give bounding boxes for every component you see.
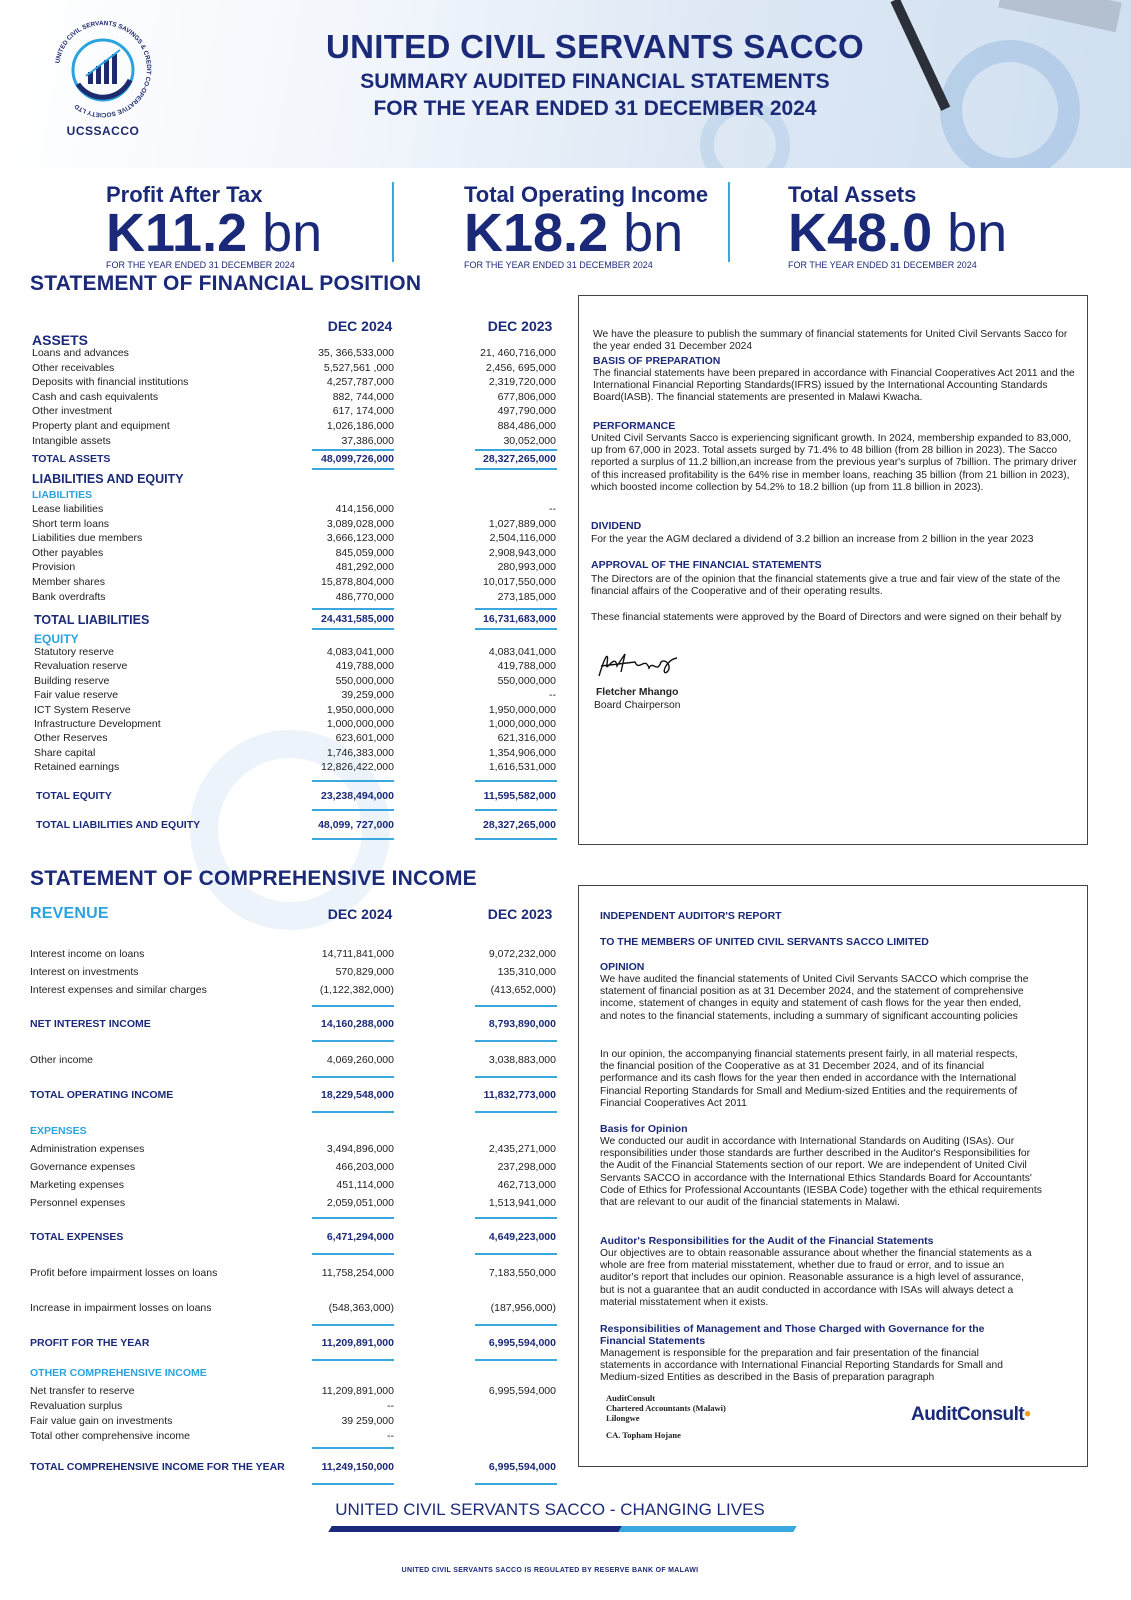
opinion-text-1: We have audited the financial statements of United Civil Servants SACCO which comprise the statement of financial position as at 31 December 2024, and the statement of comprehensive income, statement of changes in equity and statement of cash flows for the year then ended, and notes to the financial statements, including a summary of significant accounting policies bbox=[600, 974, 1029, 1022]
row-label: Total other comprehensive income bbox=[30, 1430, 190, 1442]
value-2024: 15,878,804,000 bbox=[321, 576, 394, 588]
row-label: TOTAL LIABILITIES AND EQUITY bbox=[36, 819, 201, 831]
total-underline bbox=[475, 468, 557, 470]
kpi-label: Total Assets bbox=[788, 182, 917, 207]
value-2024: 623,601,000 bbox=[335, 732, 394, 745]
row-label: Retained earnings bbox=[34, 761, 120, 774]
sfp-col-2023: DEC 2023 bbox=[487, 318, 553, 334]
value-2024: 5,527,561 ,000 bbox=[323, 361, 394, 374]
total-underline bbox=[312, 1359, 394, 1361]
value-2023: 1,354,906,000 bbox=[488, 746, 556, 759]
value-2023: 462,713,000 bbox=[497, 1179, 556, 1191]
table-row bbox=[0, 376, 560, 389]
table-row bbox=[0, 391, 560, 404]
value-2023: 28,327,265,000 bbox=[483, 819, 556, 831]
value-2023: 28,327,265,000 bbox=[483, 453, 556, 465]
row-label: Intangible assets bbox=[32, 434, 111, 447]
total-underline bbox=[312, 1483, 394, 1485]
svg-text:UNITED CIVIL SERVANTS SAVINGS: UNITED CIVIL SERVANTS SAVINGS & CREDIT CO-OPERATIVE SOCIETY LTD bbox=[54, 19, 153, 119]
value-2024: 11,758,254,000 bbox=[321, 1267, 394, 1279]
kpi-subtitle: FOR THE YEAR ENDED 31 DECEMBER 2024 bbox=[788, 260, 977, 270]
value-2023: 8,793,890,000 bbox=[488, 1018, 556, 1030]
total-row bbox=[0, 1337, 560, 1350]
row-label: Revaluation reserve bbox=[34, 660, 128, 673]
table-row bbox=[0, 747, 560, 760]
value-2023: 6,995,594,000 bbox=[488, 1385, 556, 1397]
value-2024: 486,770,000 bbox=[335, 590, 394, 603]
value-2023: 550,000,000 bbox=[497, 674, 556, 687]
row-label: TOTAL OPERATING INCOME bbox=[30, 1089, 174, 1101]
total-underline bbox=[312, 468, 394, 470]
value-2023: 419,788,000 bbox=[497, 660, 556, 673]
value-2023: 1,950,000,000 bbox=[488, 703, 556, 716]
row-label: Administration expenses bbox=[30, 1143, 145, 1155]
value-2023: 273,185,000 bbox=[497, 590, 556, 603]
total-underline bbox=[475, 1111, 557, 1113]
table-row bbox=[0, 1415, 560, 1428]
total-underline bbox=[475, 1324, 557, 1326]
row-label: Other income bbox=[30, 1054, 94, 1066]
table-row bbox=[0, 547, 560, 560]
row-label: Fair value reserve bbox=[34, 689, 119, 702]
value-2024: 3,666,123,000 bbox=[326, 532, 394, 545]
value-2024: (1,122,382,000) bbox=[319, 984, 394, 996]
performance-heading: PERFORMANCE bbox=[593, 420, 676, 432]
signed-text: These financial statements were approved by the Board of Directors and were signed on their behalf by bbox=[591, 612, 1062, 623]
table-row bbox=[0, 704, 560, 717]
total-underline bbox=[475, 838, 557, 840]
section-heading bbox=[0, 1367, 560, 1380]
total-underline bbox=[475, 1359, 557, 1361]
row-label: Other investment bbox=[32, 405, 112, 418]
total-row bbox=[0, 1231, 560, 1244]
table-row bbox=[0, 1385, 560, 1398]
table-row bbox=[0, 347, 560, 360]
kpi-label: Profit After Tax bbox=[106, 182, 263, 207]
value-2024: 1,026,186,000 bbox=[326, 420, 394, 432]
basis-opinion-heading: Basis for Opinion bbox=[600, 1123, 688, 1135]
table-row bbox=[0, 966, 560, 979]
value-2024: 414,156,000 bbox=[335, 503, 394, 515]
row-label: Cash and cash equivalents bbox=[32, 390, 159, 403]
opinion-text-2: In our opinion, the accompanying financial statements present fairly, in all material respects, the financial position of the Cooperative as at 31 December 2024, and of its financial performance and its cash flows for the year then ended in accordance with the International Financial Reporting Standards for Small and Medium-sized Entities and the requirements of Financial Cooperatives Act 2011 bbox=[600, 1049, 1018, 1109]
row-label: TOTAL EXPENSES bbox=[30, 1231, 124, 1243]
total-row bbox=[0, 819, 560, 832]
decorative-calculator bbox=[998, 0, 1122, 32]
page-subtitle: SUMMARY AUDITED FINANCIAL STATEMENTS bbox=[360, 70, 830, 93]
table-row bbox=[0, 405, 560, 418]
auditconsult-logo: AuditConsult• bbox=[911, 1404, 1031, 1425]
row-label: Net transfer to reserve bbox=[30, 1385, 135, 1397]
value-2024: 1,000,000,000 bbox=[326, 718, 394, 730]
value-2023: 4,083,041,000 bbox=[488, 646, 556, 658]
table-row bbox=[0, 1143, 560, 1156]
approval-text: The Directors are of the opinion that the financial statements give a true and fair view of the state of the financial affairs of the Cooperative and of their operating results. bbox=[591, 574, 1061, 598]
total-underline bbox=[312, 449, 394, 451]
table-row bbox=[0, 675, 560, 688]
footer-tagline: UNITED CIVIL SERVANTS SACCO - CHANGING LIVES bbox=[335, 1500, 765, 1519]
table-row bbox=[0, 689, 560, 702]
footer-regulator-note: UNITED CIVIL SERVANTS SACCO IS REGULATED BY RESERVE BANK OF MALAWI bbox=[401, 1567, 699, 1574]
value-2023: 621,316,000 bbox=[497, 732, 556, 745]
row-label: EQUITY bbox=[34, 632, 79, 646]
table-row bbox=[0, 1400, 560, 1413]
row-label: OTHER COMPREHENSIVE INCOME bbox=[30, 1367, 207, 1379]
sci-col-2023: DEC 2023 bbox=[487, 906, 553, 922]
sfp-col-2024: DEC 2024 bbox=[327, 318, 393, 334]
value-2024: 3,494,896,000 bbox=[326, 1143, 394, 1155]
total-underline bbox=[475, 449, 557, 451]
table-row bbox=[0, 532, 560, 545]
value-2023: (413,652,000) bbox=[490, 984, 556, 996]
table-row bbox=[0, 1054, 560, 1067]
value-2024: 845,059,000 bbox=[335, 546, 394, 559]
value-2024: 3,089,028,000 bbox=[326, 517, 394, 530]
sci-title: STATEMENT OF COMPREHENSIVE INCOME bbox=[30, 867, 477, 890]
kpi-value: K18.2 bn bbox=[464, 203, 684, 263]
sacco-logo bbox=[48, 14, 158, 124]
table-row bbox=[0, 948, 560, 961]
table-row bbox=[0, 362, 560, 375]
row-label: EXPENSES bbox=[30, 1125, 87, 1137]
kpi-profit bbox=[106, 182, 322, 270]
total-underline bbox=[312, 1253, 394, 1255]
value-2023: -- bbox=[549, 503, 556, 515]
opinion-heading: OPINION bbox=[600, 961, 645, 973]
table-row bbox=[0, 518, 560, 531]
row-label: Deposits with financial institutions bbox=[32, 376, 189, 389]
value-2023: 2,456, 695,000 bbox=[485, 361, 556, 374]
value-2023: 2,504,116,000 bbox=[489, 532, 556, 545]
value-2024: 1,746,383,000 bbox=[326, 746, 394, 759]
total-underline bbox=[475, 1483, 557, 1485]
chairperson-signature bbox=[595, 646, 681, 682]
value-2024: 35, 366,533,000 bbox=[318, 347, 394, 359]
total-underline bbox=[312, 608, 394, 610]
table-row bbox=[0, 1302, 560, 1315]
value-2023: 9,072,232,000 bbox=[488, 948, 556, 960]
basis-opinion-text: We conducted our audit in accordance with International Standards on Auditing (ISAs). Our responsibilities under those standards are further described in the Auditor's Responsibilities for the Audit of the Financial Statements section of our report. We are independent of United Civil Servants SACCO in accordance with the International Ethics Standards Board for Accountants' Code of Ethics for Professional Accountants (IESBA Code) together with the ethical requirements that are relevant to our audit of the financial statements in Malawi. bbox=[600, 1136, 1042, 1209]
value-2023: 135,310,000 bbox=[497, 966, 556, 978]
value-2024: 48,099, 727,000 bbox=[318, 819, 394, 831]
value-2023: 497,790,000 bbox=[497, 405, 556, 418]
page-title: UNITED CIVIL SERVANTS SACCO bbox=[325, 28, 864, 65]
row-label: Property plant and equipment bbox=[32, 420, 170, 432]
value-2023: 237,298,000 bbox=[497, 1161, 556, 1173]
row-label: Short term loans bbox=[32, 517, 110, 530]
value-2023: 884,486,000 bbox=[497, 420, 556, 432]
table-row bbox=[0, 561, 560, 574]
value-2023: 2,435,271,000 bbox=[488, 1143, 556, 1155]
table-row bbox=[0, 1430, 560, 1443]
value-2024: 882, 744,000 bbox=[332, 390, 394, 403]
row-label: Member shares bbox=[32, 576, 105, 588]
total-underline bbox=[312, 1447, 394, 1449]
table-row bbox=[0, 1267, 560, 1280]
table-row bbox=[0, 1179, 560, 1192]
footer-bar bbox=[618, 1526, 796, 1532]
value-2024: 18,229,548,000 bbox=[321, 1089, 394, 1101]
page-period: FOR THE YEAR ENDED 31 DECEMBER 2024 bbox=[373, 97, 817, 120]
value-2023: -- bbox=[549, 689, 556, 702]
total-row bbox=[0, 453, 560, 466]
total-underline bbox=[475, 1253, 557, 1255]
management-responsibilities-text: Management is responsible for the preparation and fair presentation of the financial statements in accordance with International Financial Reporting Standards for Small and Medium-sized Entities as described in the Basis of preparation paragraph bbox=[600, 1348, 1003, 1384]
row-label: Increase in impairment losses on loans bbox=[30, 1302, 212, 1314]
row-label: Loans and advances bbox=[32, 347, 129, 359]
total-underline bbox=[475, 608, 557, 610]
basis-heading: BASIS OF PREPARATION bbox=[593, 355, 721, 367]
total-row bbox=[0, 613, 560, 626]
kpi-value: K11.2 bn bbox=[106, 203, 323, 263]
auditor-report-addressee: TO THE MEMBERS OF UNITED CIVIL SERVANTS SACCO LIMITED bbox=[600, 936, 929, 948]
value-2023: 677,806,000 bbox=[497, 390, 556, 403]
auditor-report-box bbox=[578, 885, 1088, 1467]
row-label: PROFIT FOR THE YEAR bbox=[30, 1337, 150, 1349]
sfp-title: STATEMENT OF FINANCIAL POSITION bbox=[30, 272, 422, 295]
row-label: TOTAL LIABILITIES bbox=[34, 613, 150, 627]
value-2024: 48,099,726,000 bbox=[321, 453, 394, 465]
table-row bbox=[0, 591, 560, 604]
total-underline bbox=[475, 1040, 557, 1042]
total-underline bbox=[475, 1076, 557, 1078]
row-label: Profit before impairment losses on loans bbox=[30, 1267, 218, 1279]
total-underline bbox=[312, 1076, 394, 1078]
table-row bbox=[0, 1197, 560, 1210]
row-label: TOTAL COMPREHENSIVE INCOME FOR THE YEAR bbox=[30, 1461, 285, 1473]
value-2024: -- bbox=[387, 1400, 394, 1412]
value-2024: 466,203,000 bbox=[335, 1161, 394, 1173]
total-underline bbox=[475, 1217, 557, 1219]
value-2023: 1,027,889,000 bbox=[488, 517, 556, 530]
table-row bbox=[0, 646, 560, 659]
value-2023: 1,616,531,000 bbox=[488, 761, 556, 774]
value-2024: 550,000,000 bbox=[335, 674, 394, 687]
total-underline bbox=[312, 1005, 394, 1007]
value-2023: 30,052,000 bbox=[503, 434, 556, 447]
row-label: NET INTEREST INCOME bbox=[30, 1018, 151, 1030]
row-label: Interest income on loans bbox=[30, 948, 145, 960]
value-2024: 24,431,585,000 bbox=[321, 613, 394, 625]
value-2023: 10,017,550,000 bbox=[483, 576, 556, 588]
table-row bbox=[0, 503, 560, 516]
row-label: Other Reserves bbox=[34, 732, 108, 745]
auditor-report-heading: INDEPENDENT AUDITOR'S REPORT bbox=[600, 910, 782, 922]
table-row bbox=[0, 761, 560, 774]
total-underline bbox=[312, 838, 394, 840]
value-2024: 11,209,891,000 bbox=[321, 1385, 394, 1397]
total-underline bbox=[475, 809, 557, 811]
total-row bbox=[0, 1089, 560, 1102]
value-2023: 6,995,594,000 bbox=[488, 1461, 556, 1473]
section-heading bbox=[0, 489, 560, 502]
performance-text: United Civil Servants Sacco is experiencing significant growth. In 2024, membership expanded to 83,000, up from 67,000 in 2023. Total assets surged by 71.4% to 48 billion (from 28 billion in 2023). The Sacco reported a surplus of 11.2 billion,an increase from the previous year's surplus of 7billion. The primary driver of this increased profitability is the 64% rise in member loans, reaching 35 billion (from 21 billion in 2023), which boosted income collection by 54.2% to 18.2 billion (up from 11.8 billion in 2023). bbox=[591, 433, 1077, 493]
value-2024: 14,160,288,000 bbox=[321, 1018, 394, 1030]
value-2024: 1,950,000,000 bbox=[326, 703, 394, 716]
management-responsibilities-heading: Responsibilities of Management and Those Charged with Governance for the Financial Statements bbox=[600, 1323, 985, 1347]
row-label: Governance expenses bbox=[30, 1161, 136, 1173]
row-label: Interest on investments bbox=[30, 966, 139, 978]
value-2023: 21, 460,716,000 bbox=[480, 347, 556, 359]
row-label: Interest expenses and similar charges bbox=[30, 984, 207, 996]
table-row bbox=[0, 732, 560, 745]
row-label: ICT System Reserve bbox=[34, 703, 131, 716]
total-underline bbox=[312, 1217, 394, 1219]
total-underline bbox=[312, 628, 394, 630]
total-row bbox=[0, 790, 560, 803]
value-2024: 451,114,000 bbox=[336, 1179, 394, 1191]
kpi-divider bbox=[728, 182, 730, 262]
kpi-label: Total Operating Income bbox=[464, 182, 709, 207]
approval-heading: APPROVAL OF THE FINANCIAL STATEMENTS bbox=[591, 559, 822, 571]
header-banner bbox=[0, 0, 1131, 168]
row-label: Revaluation surplus bbox=[30, 1400, 123, 1412]
row-label: Lease liabilities bbox=[32, 503, 104, 515]
value-2024: 37,386,000 bbox=[341, 434, 394, 447]
value-2024: 4,069,260,000 bbox=[326, 1054, 394, 1066]
value-2024: 12,826,422,000 bbox=[321, 761, 394, 774]
value-2023: 1,000,000,000 bbox=[488, 718, 556, 730]
section-heading bbox=[0, 332, 560, 348]
value-2023: (187,956,000) bbox=[490, 1302, 556, 1314]
value-2023: 11,832,773,000 bbox=[483, 1089, 556, 1101]
value-2024: 6,471,294,000 bbox=[326, 1231, 394, 1243]
total-underline bbox=[312, 809, 394, 811]
table-row bbox=[0, 1161, 560, 1174]
row-label: TOTAL EQUITY bbox=[36, 790, 112, 802]
kpi-subtitle: FOR THE YEAR ENDED 31 DECEMBER 2024 bbox=[464, 260, 653, 270]
row-label: Fair value gain on investments bbox=[30, 1415, 173, 1427]
value-2024: (548,363,000) bbox=[328, 1302, 394, 1314]
value-2024: 617, 174,000 bbox=[332, 405, 394, 418]
audit-firm-address: AuditConsult Chartered Accountants (Malawi) Lilongwe CA. Topham Hojane bbox=[606, 1393, 726, 1440]
table-row bbox=[0, 660, 560, 673]
footer-bar bbox=[328, 1526, 631, 1532]
kpi-divider bbox=[392, 182, 394, 262]
row-label: Provision bbox=[32, 561, 76, 574]
kpi-total-assets bbox=[788, 182, 1007, 270]
table-row bbox=[0, 984, 560, 997]
kpi-subtitle: FOR THE YEAR ENDED 31 DECEMBER 2024 bbox=[106, 260, 295, 270]
total-underline bbox=[312, 780, 394, 782]
row-label: Personnel expenses bbox=[30, 1197, 126, 1209]
chair-statement-box bbox=[578, 295, 1088, 845]
value-2023: 1,513,941,000 bbox=[488, 1197, 556, 1209]
value-2023: 6,995,594,000 bbox=[488, 1337, 556, 1349]
value-2024: 481,292,000 bbox=[335, 561, 394, 574]
table-row bbox=[0, 435, 560, 448]
row-label: Other receivables bbox=[32, 361, 115, 374]
signer-name: Fletcher Mhango bbox=[596, 687, 679, 698]
row-label: Bank overdrafts bbox=[32, 590, 106, 603]
basis-text: The financial statements have been prepared in accordance with Financial Cooperatives Act 2011 and the International Financial Reporting Standards(IFRS) issued by the International Accounting Standards Board(IASB). The financial statements are presented in Malawi Kwacha. bbox=[593, 368, 1075, 404]
value-2024: 11,249,150,000 bbox=[321, 1461, 394, 1473]
auditor-responsibilities-heading: Auditor's Responsibilities for the Audit of the Financial Statements bbox=[600, 1235, 934, 1247]
total-underline bbox=[312, 1111, 394, 1113]
sci-col-2024: DEC 2024 bbox=[327, 906, 393, 922]
total-underline bbox=[312, 1040, 394, 1042]
dividend-text: For the year the AGM declared a dividend of 3.2 billion an increase from 2 billion in the year 2023 bbox=[591, 534, 1034, 545]
table-row bbox=[0, 420, 560, 433]
value-2023: 2,908,943,000 bbox=[488, 546, 556, 559]
section-heading bbox=[0, 1125, 560, 1138]
dividend-heading: DIVIDEND bbox=[591, 520, 642, 532]
row-label: Liabilities due members bbox=[32, 532, 143, 545]
value-2023: 16,731,683,000 bbox=[483, 613, 556, 625]
total-row bbox=[0, 1018, 560, 1031]
section-heading bbox=[0, 472, 560, 485]
kpi-value: K48.0 bn bbox=[788, 203, 1008, 263]
intro-text: We have the pleasure to publish the summary of financial statements for United Civil Servants Sacco for the year ended 31 December 2024 bbox=[593, 329, 1068, 353]
row-label: Other payables bbox=[32, 546, 104, 559]
row-label: Building reserve bbox=[34, 674, 110, 687]
total-underline bbox=[475, 780, 557, 782]
value-2023: 280,993,000 bbox=[497, 561, 556, 574]
table-row bbox=[0, 718, 560, 731]
value-2023: 2,319,720,000 bbox=[488, 376, 556, 389]
row-label: Statutory reserve bbox=[34, 646, 114, 658]
revenue-heading: REVENUE bbox=[30, 905, 109, 922]
value-2024: 39 259,000 bbox=[341, 1415, 394, 1427]
value-2024: -- bbox=[387, 1430, 394, 1442]
row-label: ASSETS bbox=[32, 332, 89, 348]
signer-title: Board Chairperson bbox=[594, 700, 681, 711]
total-row bbox=[0, 1461, 560, 1474]
auditor-responsibilities-text: Our objectives are to obtain reasonable assurance about whether the financial statements as a whole are free from material misstatement, whether due to fraud or error, and to issue an auditor's report that includes our opinion. Reasonable assurance is a high level of assurance, but is not a guarantee that an audit conducted in accordance with ISAs will always detect a material misstatement when it exists. bbox=[600, 1248, 1032, 1308]
kpi-operating-income bbox=[464, 182, 708, 270]
table-row bbox=[0, 576, 560, 589]
value-2023: 11,595,582,000 bbox=[483, 790, 556, 802]
value-2024: 11,209,891,000 bbox=[321, 1337, 394, 1349]
total-underline bbox=[312, 1324, 394, 1326]
total-underline bbox=[475, 628, 557, 630]
row-label: Share capital bbox=[34, 746, 96, 759]
row-label: TOTAL ASSETS bbox=[32, 453, 111, 465]
value-2023: 4,649,223,000 bbox=[488, 1231, 556, 1243]
row-label: Infrastructure Development bbox=[34, 718, 161, 730]
value-2024: 23,238,494,000 bbox=[321, 790, 394, 802]
value-2024: 570,829,000 bbox=[335, 966, 394, 978]
value-2024: 14,711,841,000 bbox=[321, 948, 394, 960]
logo-name: UCSSACCO bbox=[66, 124, 140, 138]
row-label: Marketing expenses bbox=[30, 1179, 124, 1191]
value-2024: 419,788,000 bbox=[335, 660, 394, 673]
value-2024: 4,257,787,000 bbox=[326, 376, 394, 389]
section-heading bbox=[0, 632, 560, 645]
value-2024: 39,259,000 bbox=[341, 689, 394, 702]
value-2024: 2,059,051,000 bbox=[326, 1197, 394, 1209]
total-underline bbox=[475, 1005, 557, 1007]
value-2024: 4,083,041,000 bbox=[326, 646, 394, 658]
value-2023: 7,183,550,000 bbox=[488, 1267, 556, 1279]
value-2023: 3,038,883,000 bbox=[488, 1054, 556, 1066]
row-label: LIABILITIES bbox=[32, 489, 93, 501]
row-label: LIABILITIES AND EQUITY bbox=[32, 472, 184, 486]
